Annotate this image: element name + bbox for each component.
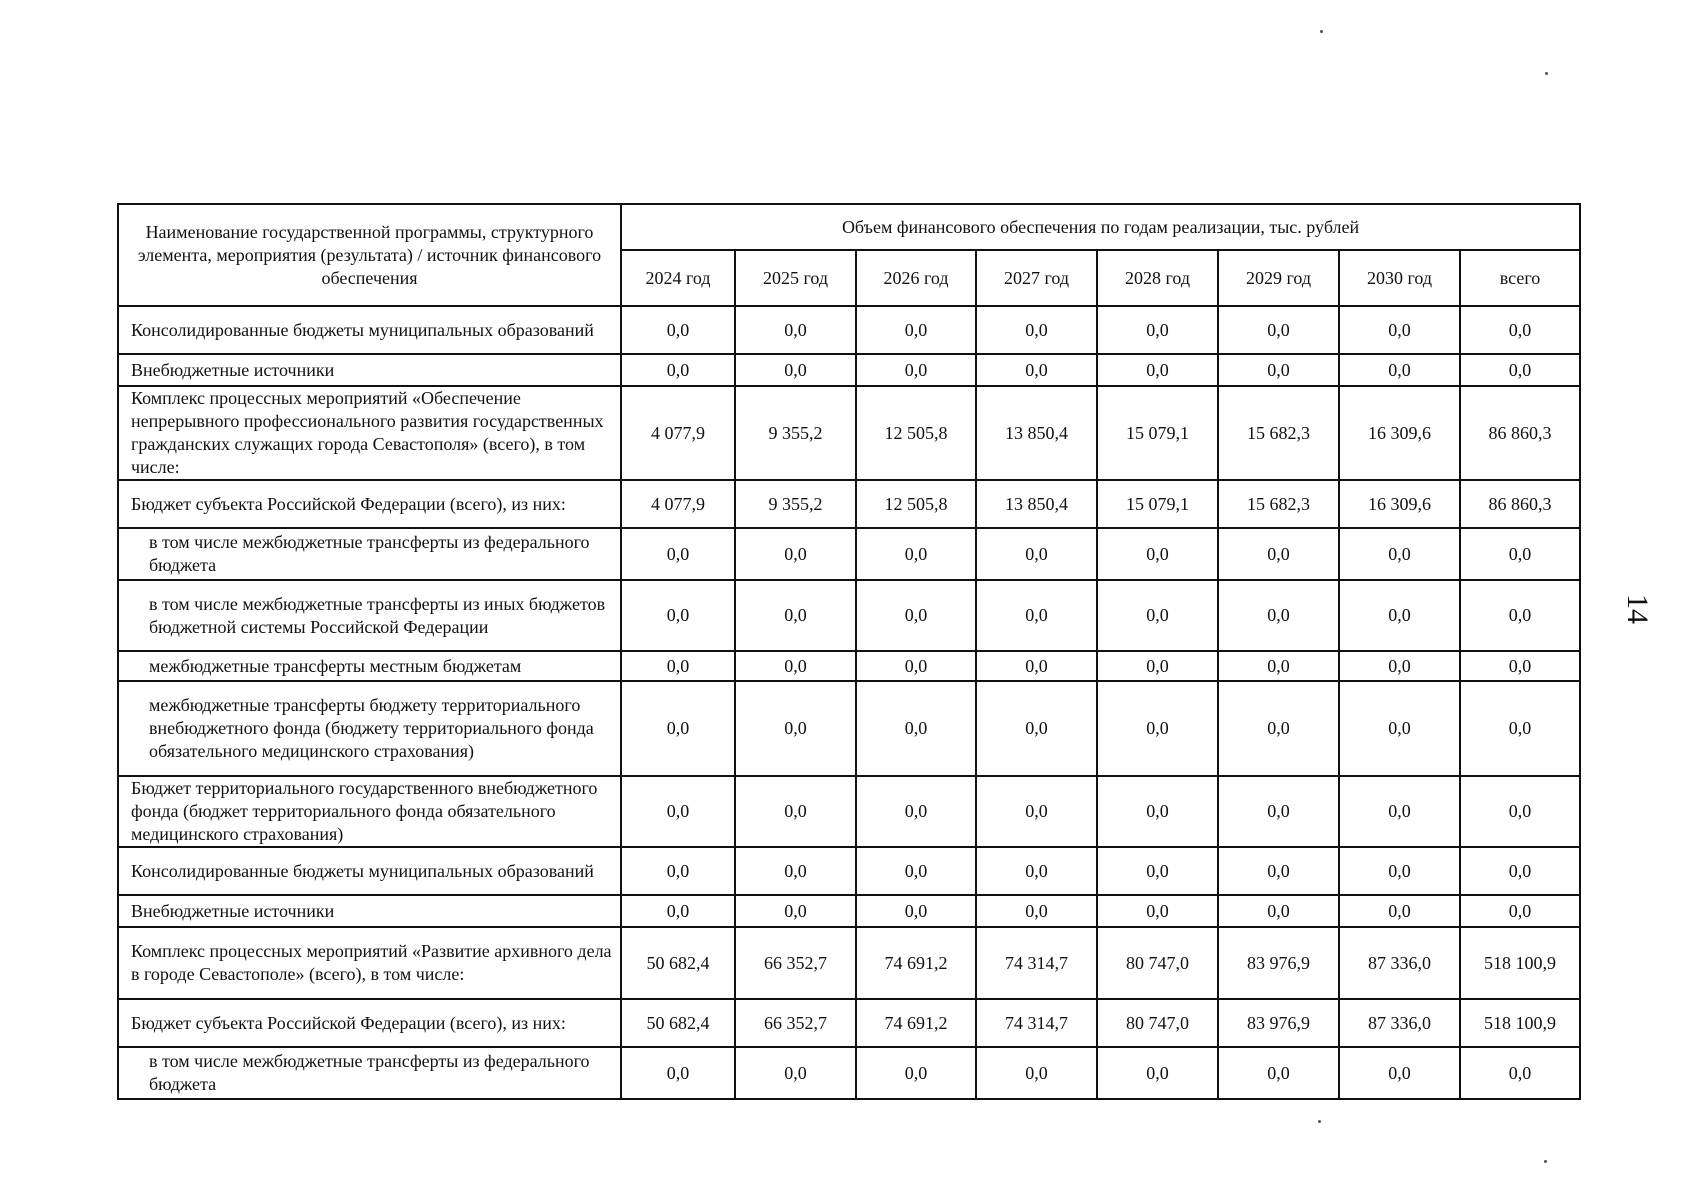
row-name: межбюджетные трансферты местным бюджетам xyxy=(118,651,621,681)
cell-value: 0,0 xyxy=(735,354,856,386)
cell-value: 0,0 xyxy=(856,681,976,776)
cell-value: 0,0 xyxy=(976,895,1097,927)
row-name: Бюджет субъекта Российской Федерации (всего), из них: xyxy=(118,480,621,528)
cell-value: 0,0 xyxy=(1218,354,1339,386)
cell-value: 86 860,3 xyxy=(1460,480,1580,528)
cell-value: 0,0 xyxy=(976,354,1097,386)
row-name: Консолидированные бюджеты муниципальных образований xyxy=(118,847,621,895)
page-number: 14 xyxy=(1621,594,1654,624)
table-row xyxy=(118,1047,1580,1099)
cell-value: 0,0 xyxy=(1097,847,1218,895)
funding-volume-header: Объем финансового обеспечения по годам реализации, тыс. рублей xyxy=(621,204,1580,250)
cell-value: 0,0 xyxy=(1339,528,1460,580)
table-row xyxy=(118,651,1580,681)
cell-value: 87 336,0 xyxy=(1339,999,1460,1047)
table-row xyxy=(118,306,1580,354)
year-header: 2029 год xyxy=(1218,250,1339,306)
cell-value: 0,0 xyxy=(976,681,1097,776)
cell-value: 0,0 xyxy=(621,306,735,354)
table-row xyxy=(118,580,1580,651)
row-name: в том числе межбюджетные трансферты из иных бюджетов бюджетной системы Российской Федерации xyxy=(118,580,621,651)
cell-value: 0,0 xyxy=(856,776,976,847)
cell-value: 0,0 xyxy=(1460,847,1580,895)
cell-value: 0,0 xyxy=(735,847,856,895)
cell-value: 12 505,8 xyxy=(856,480,976,528)
cell-value: 80 747,0 xyxy=(1097,999,1218,1047)
year-header: 2027 год xyxy=(976,250,1097,306)
cell-value: 0,0 xyxy=(735,651,856,681)
scan-speck xyxy=(1318,1120,1321,1123)
table-row xyxy=(118,847,1580,895)
cell-value: 0,0 xyxy=(856,847,976,895)
cell-value: 50 682,4 xyxy=(621,927,735,999)
cell-value: 15 079,1 xyxy=(1097,386,1218,480)
row-name: межбюджетные трансферты бюджету территориального внебюджетного фонда (бюджету территориального фонда обязательного медицинского страхования) xyxy=(118,681,621,776)
cell-value: 0,0 xyxy=(1097,1047,1218,1099)
cell-value: 83 976,9 xyxy=(1218,999,1339,1047)
table-row xyxy=(118,528,1580,580)
cell-value: 0,0 xyxy=(1339,306,1460,354)
cell-value: 0,0 xyxy=(1218,528,1339,580)
cell-value: 0,0 xyxy=(735,580,856,651)
cell-value: 0,0 xyxy=(1218,776,1339,847)
year-header: 2024 год xyxy=(621,250,735,306)
scan-speck xyxy=(1545,72,1548,75)
cell-value: 0,0 xyxy=(1460,354,1580,386)
table-row xyxy=(118,386,1580,480)
cell-value: 9 355,2 xyxy=(735,386,856,480)
year-header: 2030 год xyxy=(1339,250,1460,306)
cell-value: 0,0 xyxy=(856,895,976,927)
cell-value: 0,0 xyxy=(1460,1047,1580,1099)
cell-value: 0,0 xyxy=(1339,651,1460,681)
cell-value: 0,0 xyxy=(1339,1047,1460,1099)
cell-value: 0,0 xyxy=(621,1047,735,1099)
cell-value: 0,0 xyxy=(1218,895,1339,927)
name-column-header: Наименование государственной программы, структурного элемента, мероприятия (результата) / источник финансового обеспечения xyxy=(118,204,621,306)
row-name: Внебюджетные источники xyxy=(118,895,621,927)
cell-value: 0,0 xyxy=(976,776,1097,847)
cell-value: 0,0 xyxy=(1339,354,1460,386)
financing-table xyxy=(117,203,1581,1100)
cell-value: 66 352,7 xyxy=(735,927,856,999)
cell-value: 13 850,4 xyxy=(976,386,1097,480)
cell-value: 0,0 xyxy=(1097,306,1218,354)
cell-value: 0,0 xyxy=(1460,651,1580,681)
row-name: Внебюджетные источники xyxy=(118,354,621,386)
table-row xyxy=(118,681,1580,776)
cell-value: 0,0 xyxy=(1218,847,1339,895)
cell-value: 0,0 xyxy=(735,681,856,776)
cell-value: 0,0 xyxy=(1460,681,1580,776)
table-row xyxy=(118,927,1580,999)
cell-value: 0,0 xyxy=(735,528,856,580)
cell-value: 518 100,9 xyxy=(1460,999,1580,1047)
cell-value: 0,0 xyxy=(1097,580,1218,651)
cell-value: 4 077,9 xyxy=(621,386,735,480)
cell-value: 0,0 xyxy=(1339,847,1460,895)
year-header: 2028 год xyxy=(1097,250,1218,306)
row-name: в том числе межбюджетные трансферты из федерального бюджета xyxy=(118,528,621,580)
cell-value: 0,0 xyxy=(976,528,1097,580)
cell-value: 0,0 xyxy=(735,1047,856,1099)
cell-value: 0,0 xyxy=(976,1047,1097,1099)
cell-value: 16 309,6 xyxy=(1339,480,1460,528)
table-row xyxy=(118,776,1580,847)
cell-value: 0,0 xyxy=(1460,580,1580,651)
scan-speck xyxy=(1320,30,1323,33)
row-name: Бюджет территориального государственного внебюджетного фонда (бюджет территориального фонда обязательного медицинского страхования) xyxy=(118,776,621,847)
cell-value: 0,0 xyxy=(1097,354,1218,386)
cell-value: 0,0 xyxy=(856,651,976,681)
cell-value: 13 850,4 xyxy=(976,480,1097,528)
row-name: Комплекс процессных мероприятий «Обеспечение непрерывного профессионального развития государственных гражданских служащих города Севастополя» (всего), в том числе: xyxy=(118,386,621,480)
cell-value: 0,0 xyxy=(1097,681,1218,776)
cell-value: 9 355,2 xyxy=(735,480,856,528)
cell-value: 0,0 xyxy=(621,776,735,847)
cell-value: 0,0 xyxy=(621,528,735,580)
cell-value: 0,0 xyxy=(976,847,1097,895)
cell-value: 0,0 xyxy=(1339,681,1460,776)
cell-value: 0,0 xyxy=(735,776,856,847)
table-body xyxy=(118,306,1580,1099)
cell-value: 83 976,9 xyxy=(1218,927,1339,999)
cell-value: 80 747,0 xyxy=(1097,927,1218,999)
row-name: Консолидированные бюджеты муниципальных образований xyxy=(118,306,621,354)
cell-value: 0,0 xyxy=(856,528,976,580)
table-row xyxy=(118,354,1580,386)
cell-value: 0,0 xyxy=(1097,651,1218,681)
cell-value: 74 314,7 xyxy=(976,999,1097,1047)
cell-value: 0,0 xyxy=(1460,776,1580,847)
cell-value: 4 077,9 xyxy=(621,480,735,528)
cell-value: 87 336,0 xyxy=(1339,927,1460,999)
cell-value: 15 079,1 xyxy=(1097,480,1218,528)
cell-value: 0,0 xyxy=(976,580,1097,651)
total-header: всего xyxy=(1460,250,1580,306)
cell-value: 0,0 xyxy=(735,306,856,354)
cell-value: 15 682,3 xyxy=(1218,480,1339,528)
cell-value: 0,0 xyxy=(856,354,976,386)
cell-value: 16 309,6 xyxy=(1339,386,1460,480)
cell-value: 0,0 xyxy=(621,580,735,651)
row-name: Комплекс процессных мероприятий «Развитие архивного дела в городе Севастополе» (всего), в том числе: xyxy=(118,927,621,999)
cell-value: 66 352,7 xyxy=(735,999,856,1047)
cell-value: 74 314,7 xyxy=(976,927,1097,999)
cell-value: 0,0 xyxy=(976,306,1097,354)
cell-value: 0,0 xyxy=(856,306,976,354)
cell-value: 0,0 xyxy=(1218,1047,1339,1099)
cell-value: 86 860,3 xyxy=(1460,386,1580,480)
cell-value: 0,0 xyxy=(1460,306,1580,354)
cell-value: 0,0 xyxy=(1339,895,1460,927)
cell-value: 0,0 xyxy=(1339,776,1460,847)
cell-value: 0,0 xyxy=(1218,651,1339,681)
cell-value: 15 682,3 xyxy=(1218,386,1339,480)
cell-value: 0,0 xyxy=(1097,776,1218,847)
cell-value: 0,0 xyxy=(976,651,1097,681)
cell-value: 0,0 xyxy=(856,580,976,651)
table-row xyxy=(118,999,1580,1047)
row-name: Бюджет субъекта Российской Федерации (всего), из них: xyxy=(118,999,621,1047)
cell-value: 0,0 xyxy=(1218,306,1339,354)
scan-speck xyxy=(1544,1160,1547,1163)
cell-value: 0,0 xyxy=(1218,681,1339,776)
cell-value: 0,0 xyxy=(1218,580,1339,651)
cell-value: 74 691,2 xyxy=(856,927,976,999)
cell-value: 0,0 xyxy=(1097,895,1218,927)
cell-value: 0,0 xyxy=(1097,528,1218,580)
cell-value: 518 100,9 xyxy=(1460,927,1580,999)
cell-value: 0,0 xyxy=(1460,528,1580,580)
cell-value: 0,0 xyxy=(1339,580,1460,651)
row-name: в том числе межбюджетные трансферты из федерального бюджета xyxy=(118,1047,621,1099)
cell-value: 50 682,4 xyxy=(621,999,735,1047)
cell-value: 0,0 xyxy=(1460,895,1580,927)
table-row xyxy=(118,480,1580,528)
table-row xyxy=(118,895,1580,927)
cell-value: 12 505,8 xyxy=(856,386,976,480)
cell-value: 0,0 xyxy=(621,681,735,776)
cell-value: 0,0 xyxy=(621,651,735,681)
cell-value: 0,0 xyxy=(621,354,735,386)
cell-value: 74 691,2 xyxy=(856,999,976,1047)
cell-value: 0,0 xyxy=(856,1047,976,1099)
year-header: 2026 год xyxy=(856,250,976,306)
year-header: 2025 год xyxy=(735,250,856,306)
cell-value: 0,0 xyxy=(621,847,735,895)
cell-value: 0,0 xyxy=(621,895,735,927)
cell-value: 0,0 xyxy=(735,895,856,927)
